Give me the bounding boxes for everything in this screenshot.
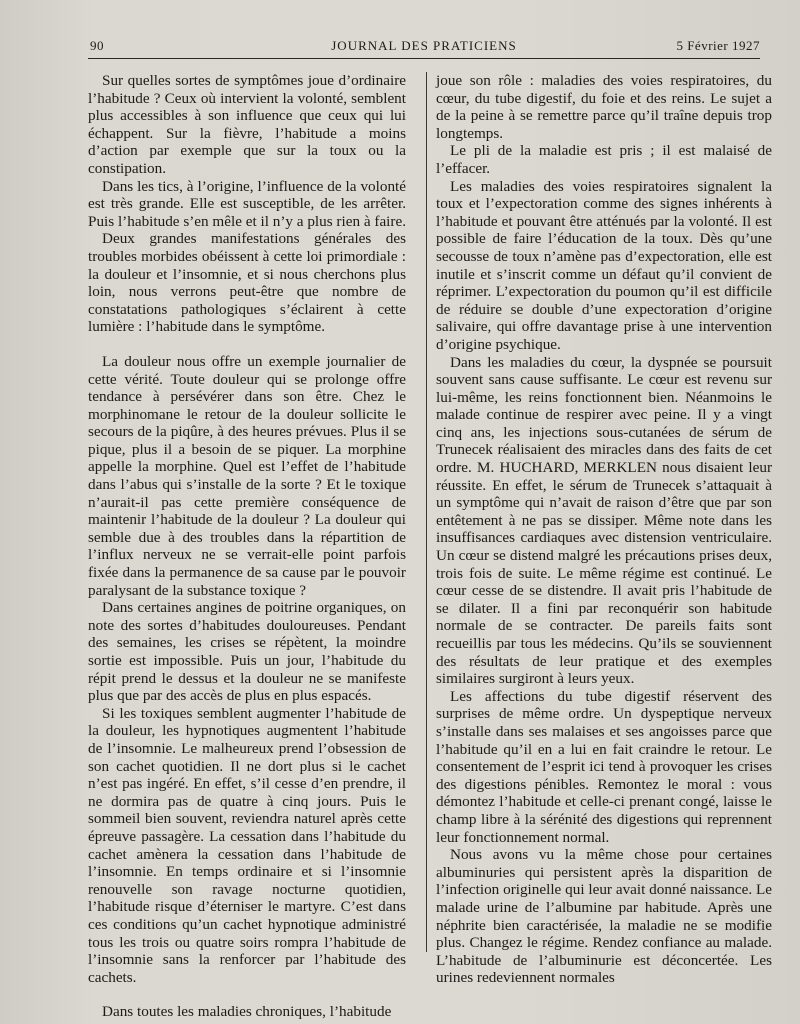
paragraph: Sur quelles sortes de symptômes joue d’ordinaire l’habitude ? Ceux où intervient la volonté, semblent plus accessibles à son influence que ceux qui lui échappent. Sur la fièvre, l’habitude a moins d’action par exemple que sur la toux ou la constipation. xyxy=(88,72,406,177)
paragraph: Dans certaines angines de poitrine organiques, on note des sortes d’habitudes douloureuses. Pendant des semaines, les crises se répètent, la moindre sortie est impossible. Puis un jour, l’habitude du répit prend le dessus et la douleur ne se manifeste plus que par des accès de plus en plus espacés. xyxy=(88,599,406,705)
left-column xyxy=(88,72,406,1021)
journal-title: JOURNAL DES PRATICIENS xyxy=(331,38,517,53)
column-divider xyxy=(426,72,427,952)
page-number: 90 xyxy=(90,38,104,53)
paragraph: Dans les maladies du cœur, la dyspnée se poursuit souvent sans cause suffisante. Le cœur est revenu sur lui-même, les reins fonctionnent bien. Néanmoins le malade continue de respirer avec peine. Il y a vingt cinq ans, les injections sous-cutanées de sérum de Trunecek réalisaient des miracles dans des faits de cet ordre. M. HUCHARD, MERKLEN nous disaient leur réussite. En effet, le sérum de Trunecek s’attaquait à un symptôme qui n’avait de raison d’être que par son entêtement à ne pas se dissiper. Même note dans les insuffisances cardiaques avec distension ventriculaire. Un cœur se distend malgré les précautions prises deux, trois fois de suite. Le même régime est continué. Le cœur cesse de se distendre. Il avait pris l’habitude de se dilater. Il a fini par reconquérir son habitude normale de se contracter. De pareils faits sont recueillis par tous les médecins. Qu’ils se souviennent des résultats de leur pratique et des exemples similaires surgiront à leurs yeux. xyxy=(436,353,772,688)
paragraph: joue son rôle : maladies des voies respiratoires, du cœur, du tube digestif, du foie et des reins. Le sujet a de la peine à se remettre parce qu’il traîne depuis trop longtemps. xyxy=(436,72,772,142)
paragraph: Si les toxiques semblent augmenter l’habitude de la douleur, les hypnotiques augmentent l’habitude de l’insomnie. Le malheureux prend l’obsession de son cachet quotidien. Il ne dort plus si le cachet n’est pas ingéré. En effet, s’il cesse d’en prendre, il ne dormira pas de quatre à cinq jours. Puis le sommeil bien souvent, reviendra naturel après cette épreuve passagère. La cessation dans l’habitude du cachet amènera la cessation dans l’habitude de l’insomnie. En temps ordinaire et si l’insomnie renouvelle son ravage nocturne quotidien, l’habitude risque d’éterniser le martyre. C’est dans ces conditions qu’un cachet hypnotique administré tous les trois ou quatre soirs rompra l’habitude de l’insomnie sans la renforcer par l’habitude des cachets. xyxy=(88,704,406,986)
running-header xyxy=(88,36,760,59)
paragraph: Dans toutes les maladies chroniques, l’habitude xyxy=(102,1003,392,1021)
paragraph: Les affections du tube digestif réservent des surprises de même ordre. Un dyspeptique nerveux s’installe dans ses malaises et ses angoisses parce que l’habitude qu’il en a lui en fait craindre le retour. Le consentement de l’esprit ici tend à provoquer les crises des digestions pénibles. Remontez le moral : vous démontez l’habitude et celle-ci prenant congé, laisse le champ libre à la sérénité des digestions qui reprennent leur fonctionnement normal. xyxy=(436,687,772,846)
paragraph: Nous avons vu la même chose pour certaines albuminuries qui persistent après la disparition de l’infection originelle qui leur avait donné naissance. Le malade urine de l’albumine par habitude. Après une néphrite bien caractérisée, la maladie ne se modifie plus. Changez le régime. Rendez confiance au malade. L’habitude de l’albuminurie est déconcertée. Les urines redeviennent normales xyxy=(436,846,772,987)
paragraph: Les maladies des voies respiratoires signalent la toux et l’expectoration comme des signes inhérents à l’habitude et pouvant être atténués par la volonté. Il est possible de faire l’éducation de la toux. Dès qu’une secousse de toux n’amène pas d’expectoration, elle est inutile et s’inscrit comme un défaut qu’il convient de réprimer. L’expectoration du poumon qu’il est difficile de réduire se double d’une expectoration d’origine salivaire, qui offre davantage prise à une intervention d’origine psychique. xyxy=(436,177,772,353)
paragraph: La douleur nous offre un exemple journalier de cette vérité. Toute douleur qui se prolonge offre tendance à persévérer dans son être. Chez le morphinomane le retour de la douleur sollicite le secours de la piqûre, à des heures prévues. Plus il se pique, plus il a besoin de se piquer. La morphine appelle la morphine. Quel est l’effet de l’habitude dans l’abus qui s’installe de la sorte ? Et le toxique n’aurait-il pas cette première conséquence de maintenir l’habitude de la douleur ? La douleur qui semble due à des troubles dans la répartition de l’influx nerveux ne se verrait-elle point parfois fixée dans la permanence de sa cause par le pouvoir paralysant de la substance toxique ? xyxy=(88,352,406,599)
paragraph: Deux grandes manifestations générales des troubles morbides obéissent à cette loi primordiale : la douleur et l’insomnie, et si nous cherchons plus loin, nous verrons peut-être que nombre de constatations pathologiques s’éclairent à cette lumière : l’habitude dans le symptôme. xyxy=(88,230,406,336)
paragraph: Dans les tics, à l’origine, l’influence de la volonté est très grande. Elle est susceptible, de les arrêter. Puis l’habitude s’en mêle et il n’y a plus rien à faire. xyxy=(88,177,406,230)
paragraph: Le pli de la maladie est pris ; il est malaisé de l’effacer. xyxy=(436,142,772,177)
right-column xyxy=(436,72,772,987)
issue-date: 5 Février 1927 xyxy=(676,38,760,53)
